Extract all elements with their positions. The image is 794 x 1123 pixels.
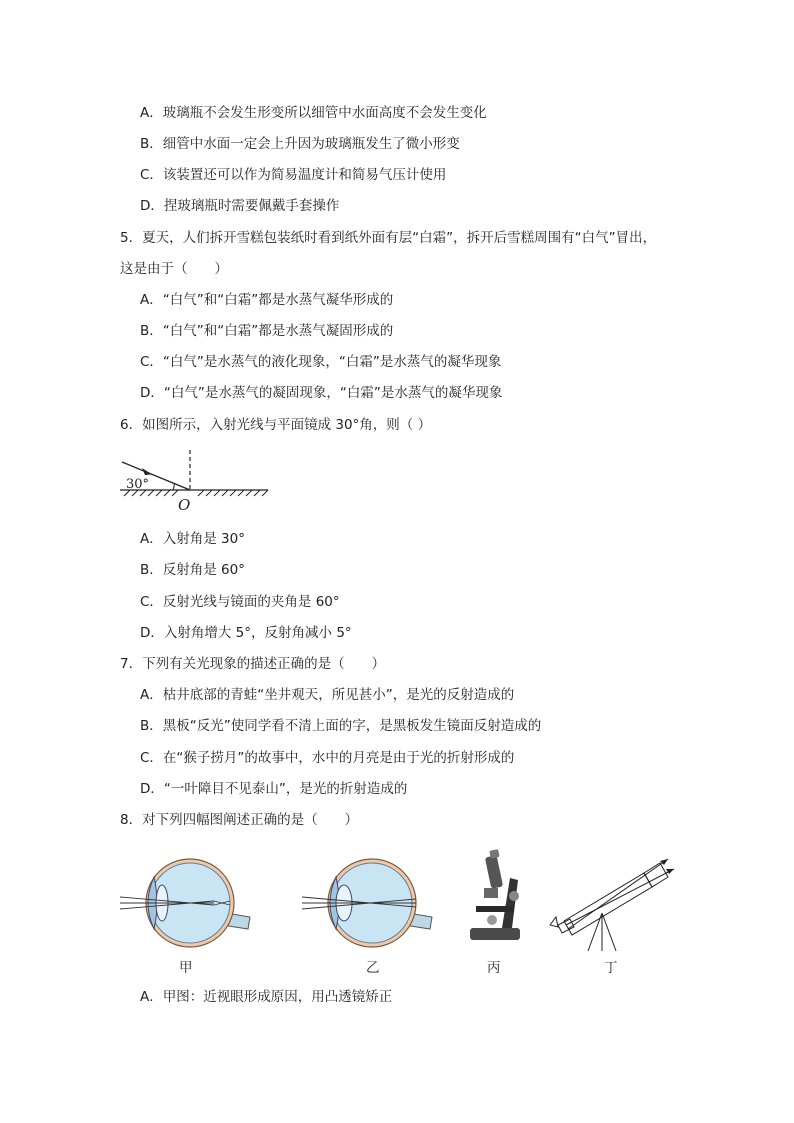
q6-option-d: D．入射角增大 5°，反射角减小 5°	[140, 625, 352, 641]
q5-option-c: C．“白气”是水蒸气的液化现象，“白霜”是水蒸气的凝华现象	[140, 354, 502, 370]
q4-option-b: B．细管中水面一定会上升因为玻璃瓶发生了微小形变	[140, 136, 460, 152]
q6-stem: 6．如图所示，入射光线与平面镜成 30°角，则（ ）	[120, 417, 432, 433]
q7-option-b: B．黑板“反光”使同学看不清上面的字，是黑板发生镜面反射造成的	[140, 718, 542, 734]
q5-option-b: B．“白气”和“白霜”都是水蒸气凝固形成的	[140, 323, 394, 339]
q6-option-a: A．入射角是 30°	[140, 531, 245, 547]
q8-eye-figure-jia	[118, 855, 258, 950]
q8-option-a: A．甲图：近视眼形成原因，用凸透镜矫正	[140, 989, 393, 1005]
q6-mirror-figure	[118, 448, 273, 512]
q8-label-jia: 甲	[179, 960, 193, 976]
q4-option-a: A．玻璃瓶不会发生形变所以细管中水面高度不会发生变化	[140, 105, 487, 121]
q4-option-d: D．捏玻璃瓶时需要佩戴手套操作	[140, 198, 340, 214]
q4-option-c: C．该装置还可以作为简易温度计和简易气压计使用	[140, 167, 447, 183]
q6-option-b: B．反射角是 60°	[140, 562, 245, 578]
q5-stem-line2: 这是由于（ ）	[120, 261, 228, 277]
q5-stem-line1: 5．夏天，人们拆开雪糕包装纸时看到纸外面有层“白霜”，拆开后雪糕周围有“白气”冒出，	[120, 230, 657, 246]
q8-label-yi: 乙	[366, 960, 380, 976]
q8-stem: 8．对下列四幅图阐述正确的是（ ）	[120, 812, 359, 828]
q7-option-d: D．“一叶障目不见泰山”，是光的折射造成的	[140, 781, 408, 797]
q7-option-c: C．在“猴子捞月”的故事中，水中的月亮是由于光的折射形成的	[140, 750, 515, 766]
q5-option-d: D．“白气”是水蒸气的凝固现象，“白霜”是水蒸气的凝华现象	[140, 385, 503, 401]
q8-telescope-figure-ding	[548, 855, 680, 953]
q8-label-ding: 丁	[604, 960, 618, 976]
q8-microscope-figure-bing	[462, 848, 532, 944]
q7-option-a: A．枯井底部的青蛙“坐井观天，所见甚小”，是光的反射造成的	[140, 687, 515, 703]
q6-point-o-label: O	[178, 496, 191, 514]
q5-option-a: A．“白气”和“白霜”都是水蒸气凝华形成的	[140, 292, 394, 308]
q6-option-c: C．反射光线与镜面的夹角是 60°	[140, 594, 340, 610]
q8-eye-figure-yi	[300, 855, 440, 950]
q6-angle-label: 30°	[126, 477, 150, 492]
q8-label-bing: 丙	[487, 960, 501, 976]
q7-stem: 7．下列有关光现象的描述正确的是（ ）	[120, 656, 386, 672]
